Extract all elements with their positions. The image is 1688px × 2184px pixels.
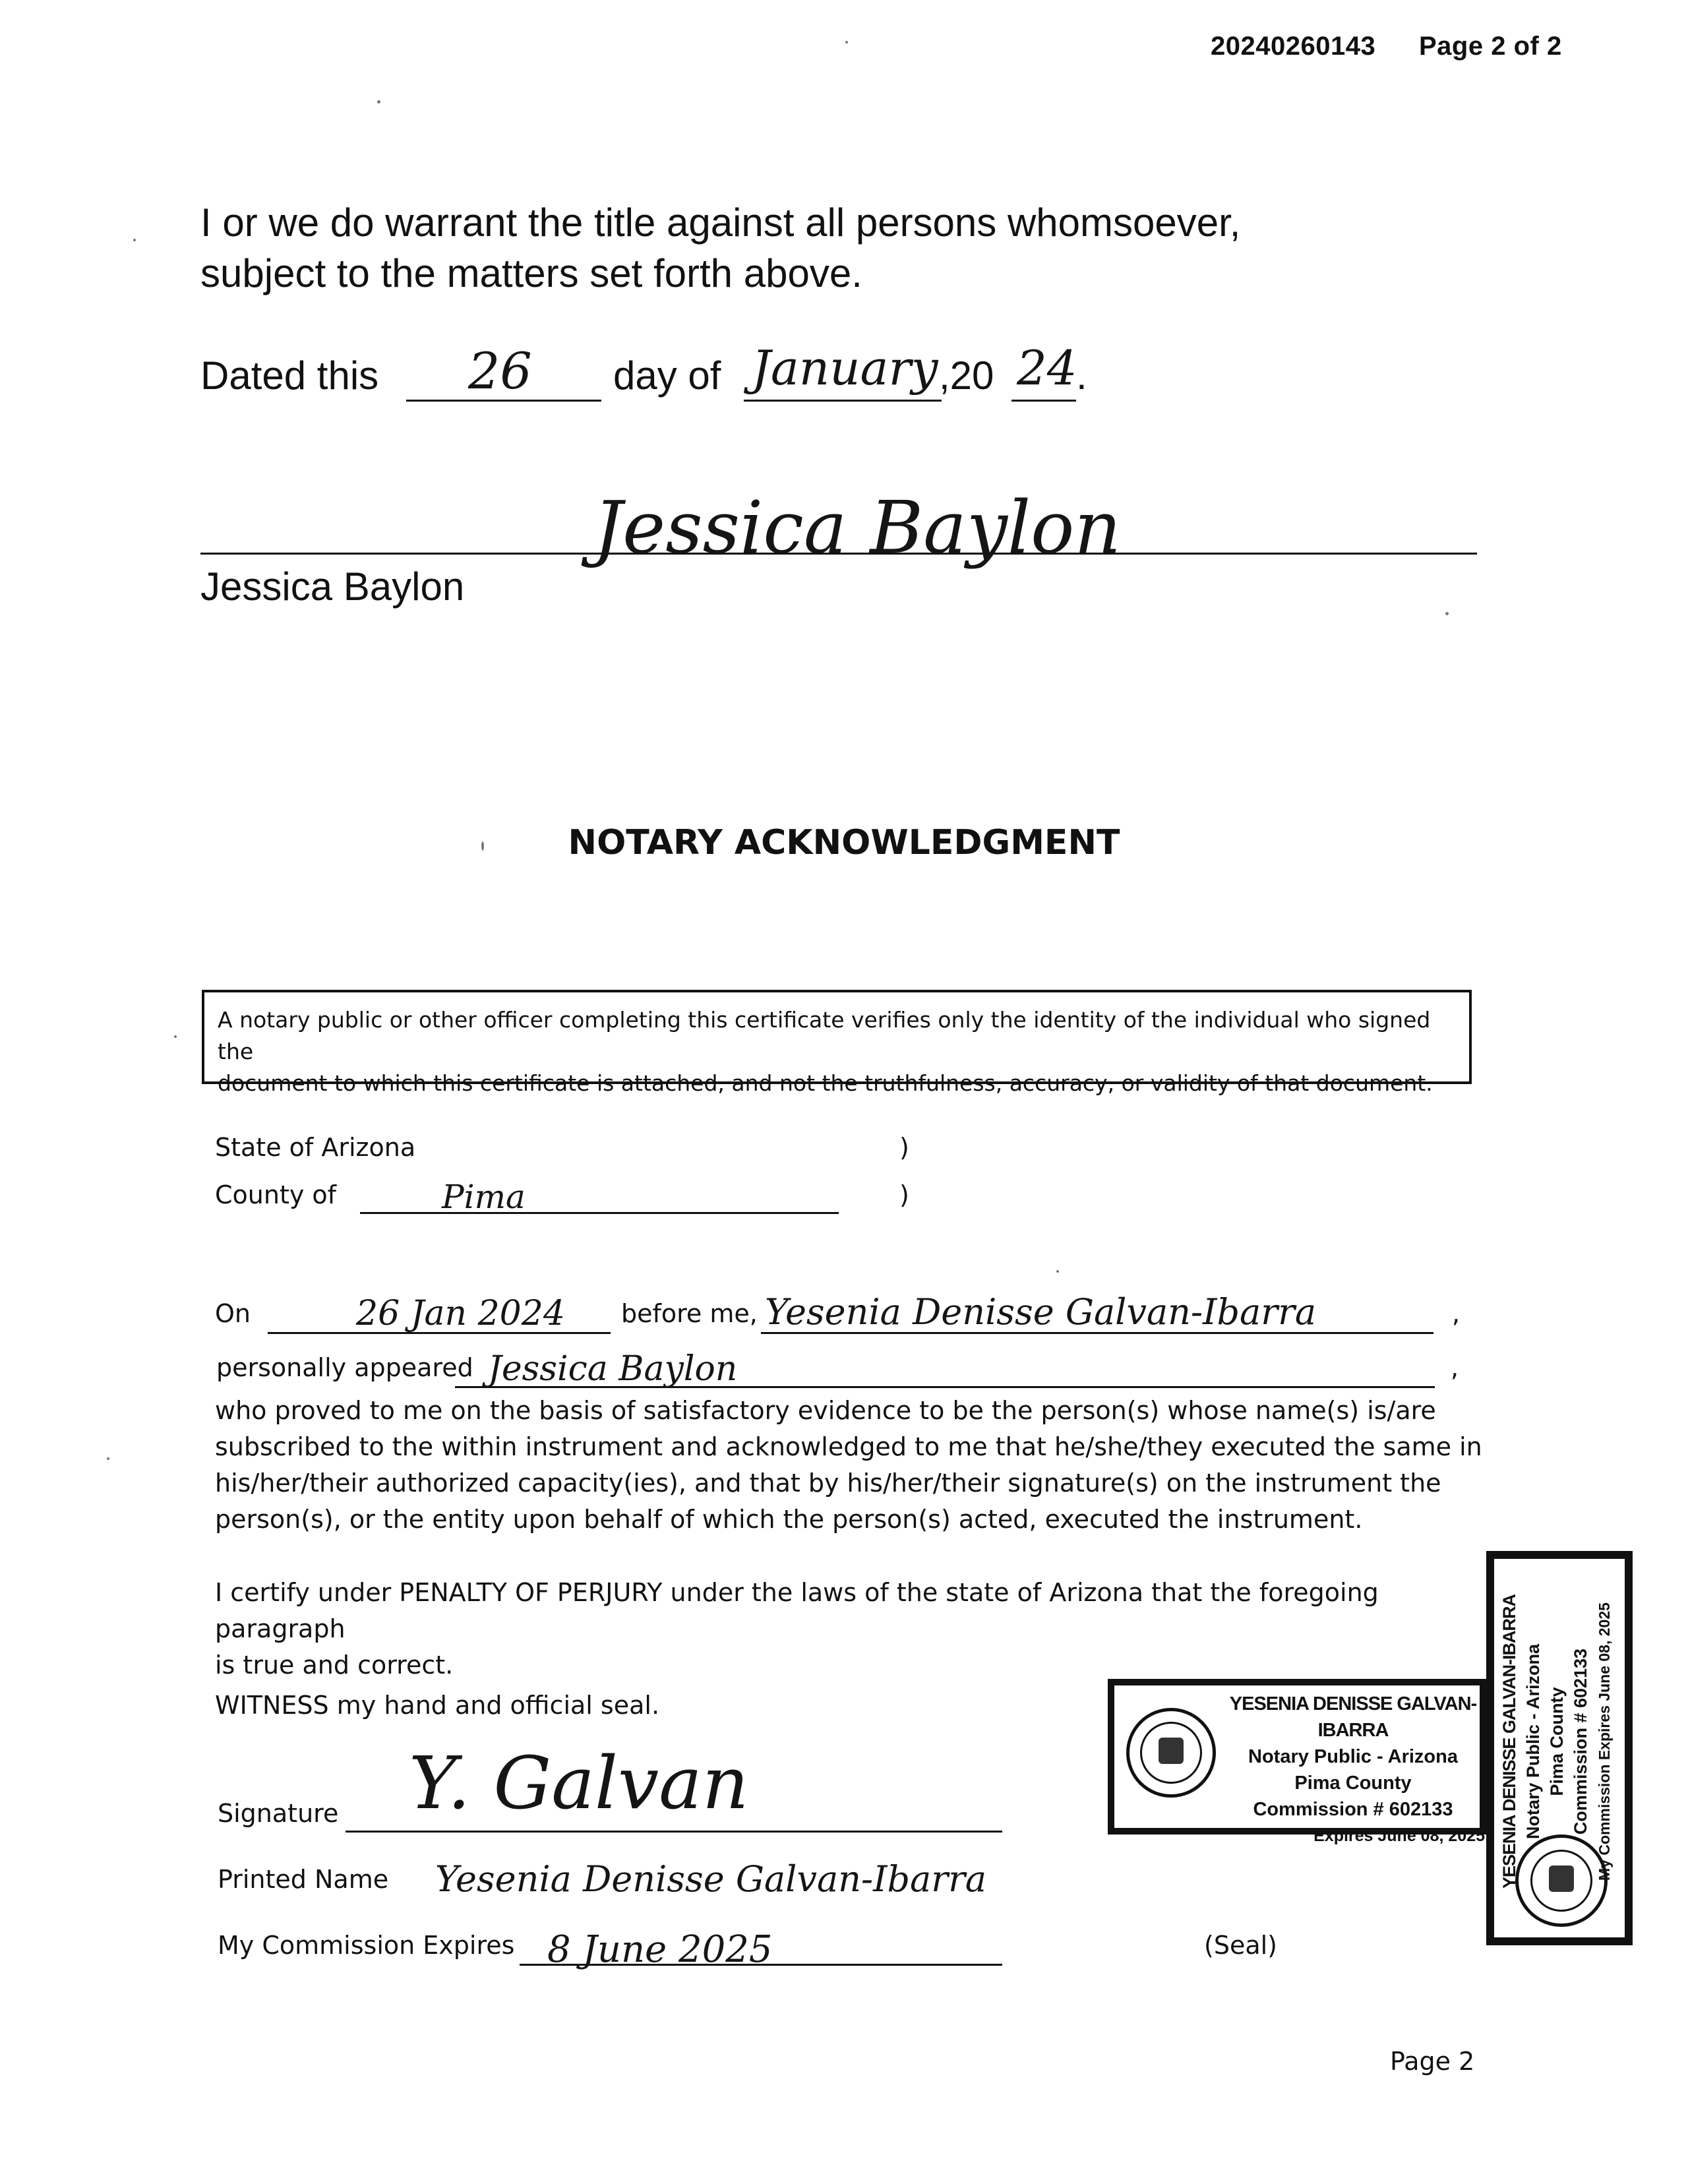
disclaimer-line-2: document to which this certificate is attached, and not the truthfulness, accuracy, or validity of that document. [218,1070,1433,1096]
stamp-v-expires: My Commission Expires June 08, 2025 [1596,1602,1613,1881]
perjury-line-1: I certify under PENALTY OF PERJURY under the laws of the state of Arizona that the foregoing paragraph [215,1578,1379,1643]
year-line [1011,400,1076,402]
state-label: State of Arizona [215,1133,416,1162]
notary-name-handwritten: Yesenia Denisse Galvan-Ibarra [765,1291,1317,1333]
arizona-state-seal-icon [1126,1708,1216,1798]
commission-label: My Commission Expires [218,1931,515,1960]
dated-prefix: Dated this [200,353,379,398]
stamp-v-county: Pima County [1547,1687,1567,1796]
body-line-2: subscribed to the within instrument and acknowledged to me that he/she/they executed the same in [215,1432,1482,1461]
printed-name-handwritten: Yesenia Denisse Galvan-Ibarra [435,1858,987,1900]
footer-page-number: Page 2 [1390,2047,1475,2076]
grantor-signature: Jessica Baylon [593,485,1122,570]
appeared-name: Jessica Baylon [488,1349,738,1389]
commission-expires-handwritten: 8 June 2025 [547,1928,773,1971]
stamp-h-commission: Commission # 602133 [1253,1799,1453,1820]
on-line-comma: , [1452,1299,1461,1328]
dated-mid: day of [613,353,721,398]
warranty-line-1: I or we do warrant the title against all persons whomsoever, [200,200,1241,245]
on-date: 26 Jan 2024 [356,1294,565,1333]
notary-title: NOTARY ACKNOWLEDGMENT [568,823,1120,863]
dated-period: . [1076,353,1087,398]
perjury-statement [215,1575,1494,1684]
stamp-v-commission: Commission # 602133 [1571,1648,1590,1835]
county-value: Pima [442,1178,526,1216]
on-label: On [215,1299,251,1328]
dated-day: 26 [468,342,532,400]
appeared-comma: , [1451,1353,1459,1382]
stamp-h-name: YESENIA DENISSE GALVAN-IBARRA [1229,1693,1477,1741]
body-line-3: his/her/their authorized capacity(ies), and that by his/her/their signature(s) on the instrument the [215,1469,1441,1498]
stamp-h-county: Pima County [1294,1773,1412,1794]
month-line [744,400,942,402]
stamp-v-title: Notary Public - Arizona [1523,1643,1543,1840]
body-line-4: person(s), or the entity upon behalf of which the person(s) acted, executed the instrument. [215,1505,1363,1534]
stamp-h-expires: Expires June 08, 2025 [1313,1827,1485,1845]
perjury-line-2: is true and correct. [215,1651,454,1680]
county-line [360,1212,839,1214]
notary-stamp-horizontal [1108,1679,1486,1845]
witness-statement: WITNESS my hand and official seal. [215,1691,660,1720]
arizona-state-seal-icon [1515,1835,1608,1927]
notary-signature: Y. Galvan [409,1741,749,1825]
dated-year-prefix: ,20 [939,353,994,398]
before-me-label: before me, [621,1299,758,1328]
stamp-h-title: Notary Public - Arizona [1248,1746,1458,1767]
notary-disclaimer-box [202,990,1472,1096]
signature-label: Signature [218,1799,339,1828]
notary-stamp-vertical [1486,1551,1633,1945]
county-paren: ) [899,1180,909,1209]
state-paren: ) [899,1133,909,1162]
dated-year: 24 [1017,340,1077,396]
stamp-v-name: YESENIA DENISSE GALVAN-IBARRA [1499,1594,1519,1889]
body-line-1: who proved to me on the basis of satisfactory evidence to be the person(s) whose name(s) is/are [215,1396,1436,1425]
notary-signature-line [346,1831,1002,1833]
dated-month: January [752,340,938,396]
acknowledgment-body [215,1393,1494,1538]
county-label: County of [215,1180,337,1209]
page-indicator: Page 2 of 2 [1419,32,1562,61]
printed-name-label: Printed Name [218,1865,389,1894]
seal-label: (Seal) [1204,1931,1277,1960]
appeared-label: personally appeared [216,1353,473,1382]
disclaimer-line-1: A notary public or other officer completing this certificate verifies only the identity of the individual who signed the [218,1007,1431,1064]
recording-number: 20240260143 [1211,32,1376,61]
grantor-printed-name: Jessica Baylon [200,564,465,609]
warranty-line-2: subject to the matters set forth above. [200,251,862,295]
